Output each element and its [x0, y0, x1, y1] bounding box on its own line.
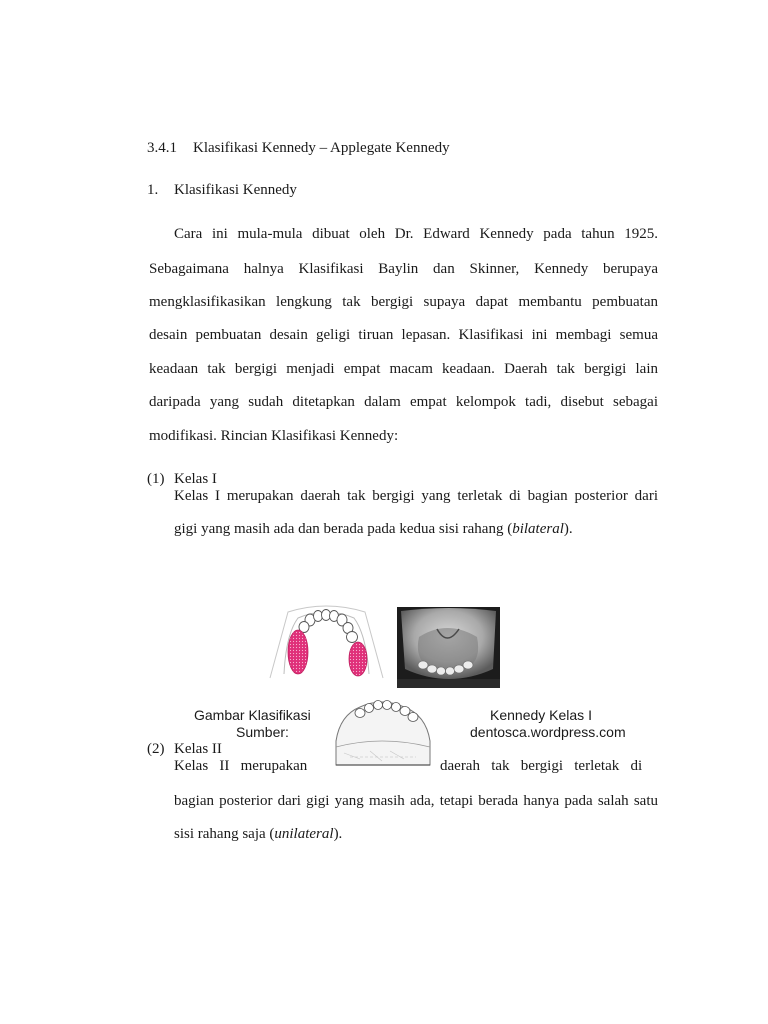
class1-description-line: gigi yang masih ada dan berada pada kedua sisi rahang (bilateral).: [174, 521, 573, 537]
kennedy-class1-photo: [397, 607, 500, 688]
class2-description-line: bagian posterior dari gigi yang masih ada, tetapi berada hanya pada salah satu: [174, 793, 658, 809]
paragraph-line: daripada yang sudah ditetapkan dalam empat kelompok tadi, disebut sebagai: [149, 394, 658, 410]
caption-left-line2: Sumber:: [236, 724, 289, 740]
kennedy-class2-diagram: [330, 695, 435, 773]
caption-left-line1: Gambar Klasifikasi: [194, 707, 311, 723]
subsection-number: 1.: [147, 182, 159, 198]
class2-description-line-left: Kelas II merupakan: [174, 758, 308, 774]
paragraph-line: modifikasi. Rincian Klasifikasi Kennedy:: [149, 428, 399, 444]
paragraph-line: mengklasifikasikan lengkung tak bergigi supaya dapat membantu pembuatan: [149, 294, 658, 310]
section-number: 3.4.1: [147, 140, 177, 156]
kennedy-class1-diagram: [268, 604, 385, 680]
caption-right-line1: Kennedy Kelas I: [490, 707, 592, 723]
class1-title: Kelas I: [174, 471, 217, 487]
class1-number: (1): [147, 471, 165, 487]
caption-right-line2: dentosca.wordpress.com: [470, 724, 626, 740]
paragraph-line: keadaan tak bergigi menjadi empat macam keadaan. Daerah tak bergigi lain: [149, 361, 658, 377]
subsection-title: Klasifikasi Kennedy: [174, 182, 297, 198]
section-title: Klasifikasi Kennedy – Applegate Kennedy: [193, 140, 450, 156]
paragraph-line: desain pembuatan desain geligi tiruan lepasan. Klasifikasi ini membagi semua: [149, 327, 658, 343]
paragraph-line: Cara ini mula-mula dibuat oleh Dr. Edward Kennedy pada tahun 1925.: [174, 226, 658, 242]
class2-title: Kelas II: [174, 741, 222, 757]
class2-description-line-right: daerah tak bergigi terletak di: [440, 758, 643, 774]
class2-description-line: sisi rahang saja (unilateral).: [174, 826, 343, 842]
class2-number: (2): [147, 741, 165, 757]
paragraph-line: Sebagaimana halnya Klasifikasi Baylin dan Skinner, Kennedy berupaya: [149, 261, 658, 277]
class1-description-line: Kelas I merupakan daerah tak bergigi yang terletak di bagian posterior dari: [174, 488, 658, 504]
